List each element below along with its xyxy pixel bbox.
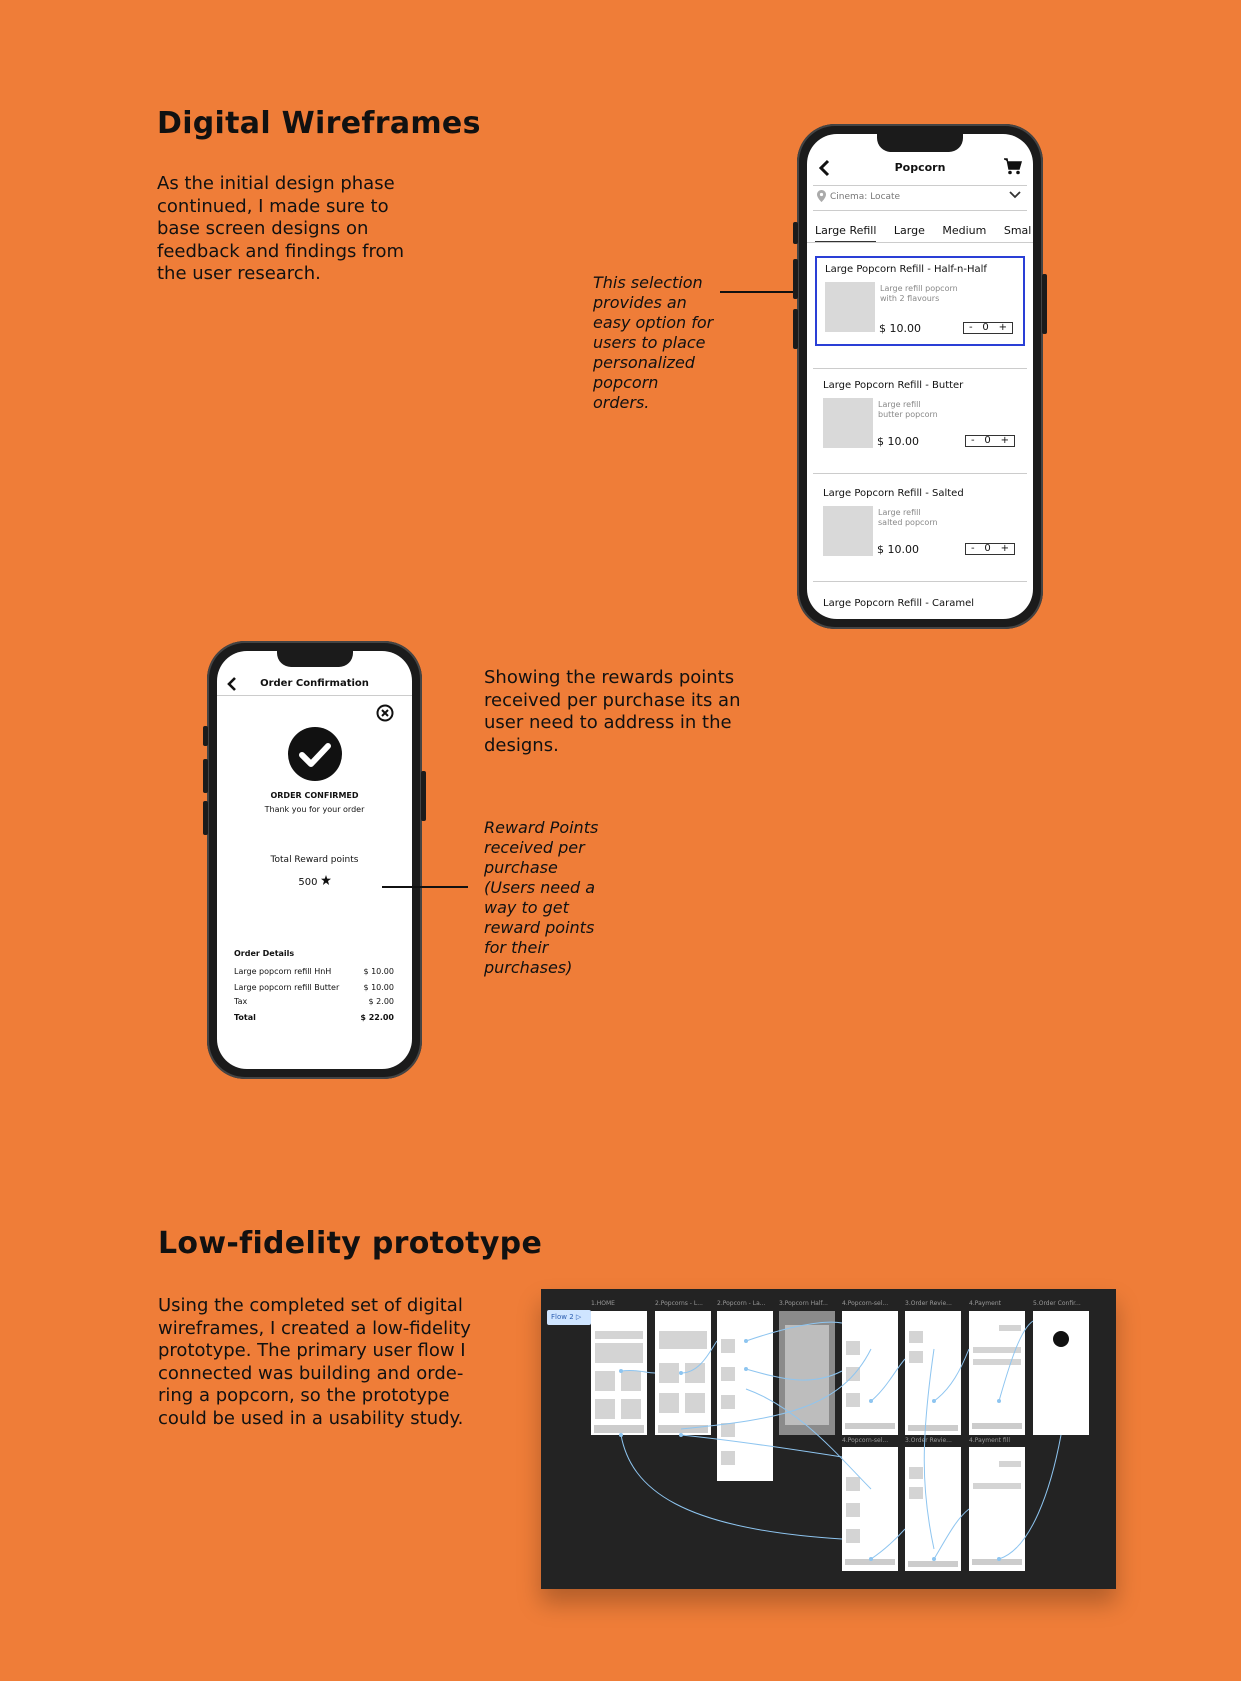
intro-line: continued, I made sure to xyxy=(157,195,389,217)
annotation-line: received per purchase its an xyxy=(484,689,741,711)
intro-line: feedback and findings from xyxy=(157,240,404,262)
flow-tag[interactable]: Flow 2 ▷ xyxy=(547,1310,591,1325)
product-card-half-n-half[interactable] xyxy=(815,256,1025,346)
reward-points-label: Total Reward points xyxy=(270,855,359,865)
annotation-line: users to place xyxy=(593,333,706,352)
annotation-reward-points xyxy=(484,818,624,978)
annotation-line: user need to address in the xyxy=(484,712,732,733)
plus-button[interactable]: + xyxy=(998,322,1008,333)
annotation-line: popcorn xyxy=(593,373,659,392)
star-icon xyxy=(321,875,331,885)
section-heading-lofi: Low-fidelity prototype xyxy=(158,1226,543,1261)
popcorn-header xyxy=(807,156,1033,182)
frame-label: 4.Popcorn-sel... xyxy=(842,1300,889,1307)
product-description: Large refill butter popcorn xyxy=(878,400,938,419)
product-image xyxy=(823,506,873,556)
quantity-stepper[interactable] xyxy=(963,322,1013,334)
tab-large[interactable]: Large xyxy=(893,224,925,237)
tab-small[interactable]: Smal xyxy=(1003,224,1032,237)
product-title: Large Popcorn Refill - Salted xyxy=(823,488,964,499)
product-card-caramel[interactable] xyxy=(815,592,1025,619)
intro-line: the user research. xyxy=(157,263,321,284)
order-row: Large popcorn refill HnH $ 10.00 xyxy=(234,967,394,976)
product-image xyxy=(825,282,875,332)
order-total-row: Total $ 22.00 xyxy=(234,1013,394,1022)
product-title: Large Popcorn Refill - Caramel xyxy=(823,598,975,609)
body-line: could be used in a usability study. xyxy=(158,1407,464,1429)
body-line: ring a popcorn, so the prototype xyxy=(158,1385,450,1406)
close-circle-icon[interactable] xyxy=(376,704,394,722)
product-card-salted[interactable] xyxy=(815,482,1025,564)
annotation-line: This selection xyxy=(593,273,703,292)
page-title: Order Confirmation xyxy=(260,678,369,689)
order-row: Large popcorn refill Butter $ 10.00 xyxy=(234,983,394,992)
annotation-line: orders. xyxy=(593,393,650,412)
order-confirmed-label: ORDER CONFIRMED xyxy=(270,791,359,800)
chevron-down-icon xyxy=(1009,191,1021,199)
quantity-stepper[interactable] xyxy=(965,543,1015,555)
annotation-line: received per xyxy=(484,838,585,857)
tab-medium[interactable]: Medium xyxy=(942,224,987,237)
annotation-line: designs. xyxy=(484,734,559,756)
annotation-line: purchases) xyxy=(484,958,573,977)
product-price: $ 10.00 xyxy=(877,435,919,448)
product-price: $ 10.00 xyxy=(879,322,921,335)
wireframes-intro xyxy=(157,173,447,286)
frame-label: 1.HOME xyxy=(591,1300,615,1307)
phone-popcorn xyxy=(797,124,1043,629)
product-price: $ 10.00 xyxy=(877,543,919,556)
quantity-value: 0 xyxy=(984,543,991,554)
body-line: Using the completed set of digital xyxy=(158,1295,463,1316)
annotation-connector xyxy=(382,886,468,888)
annotation-line: purchase xyxy=(484,858,558,877)
annotation-line: easy option for xyxy=(593,313,714,332)
plus-button[interactable]: + xyxy=(1000,435,1010,446)
annotation-line: (Users need a xyxy=(484,878,596,897)
product-description: Large refill salted popcorn xyxy=(878,508,938,527)
minus-button[interactable]: - xyxy=(968,322,973,333)
cinema-selector[interactable] xyxy=(817,190,1023,206)
page-title: Popcorn xyxy=(894,161,946,174)
product-description: Large refill popcorn with 2 flavours xyxy=(880,284,958,303)
order-confirmation-screen xyxy=(217,651,412,1069)
prototype-canvas xyxy=(541,1289,1116,1589)
product-title: Large Popcorn Refill - Butter xyxy=(823,380,964,391)
body-line: connected was building and orde- xyxy=(158,1362,464,1384)
intro-line: base screen designs on xyxy=(157,218,369,239)
frame-label: 3.Order Revie... xyxy=(905,1300,952,1307)
frame-label: 3.Popcorn Half... xyxy=(779,1300,828,1307)
frame-label: 4.Popcorn-sel... xyxy=(842,1437,889,1444)
location-pin-icon xyxy=(817,190,826,202)
section-heading-wireframes: Digital Wireframes xyxy=(157,106,481,141)
tab-large-refill[interactable]: Large Refill xyxy=(815,224,876,243)
popcorn-screen xyxy=(807,134,1033,619)
flow-connections xyxy=(541,1289,1116,1589)
phone-order-confirmation xyxy=(207,641,422,1079)
annotation-line: way to get xyxy=(484,898,569,917)
annotation-line: Reward Points xyxy=(484,818,599,837)
annotation-line: for their xyxy=(484,938,549,957)
annotation-rewards-need xyxy=(484,667,764,757)
reward-points-number: 500 xyxy=(298,877,318,888)
size-tabs xyxy=(815,224,1033,243)
thank-you-text: Thank you for your order xyxy=(264,805,365,814)
plus-button[interactable]: + xyxy=(1000,543,1010,554)
body-line: prototype. The primary user flow I xyxy=(158,1340,466,1361)
check-circle-icon xyxy=(288,727,342,781)
order-row: Tax $ 2.00 xyxy=(234,997,394,1006)
frame-label: 2.Popcorns - L... xyxy=(655,1300,703,1307)
lofi-intro xyxy=(158,1295,498,1430)
product-title: Large Popcorn Refill - Half-n-Half xyxy=(825,264,987,275)
frame-label: 4.Payment fill xyxy=(969,1437,1011,1444)
cart-icon[interactable] xyxy=(1003,156,1023,176)
frame-label: 5.Order Confir... xyxy=(1033,1300,1081,1307)
quantity-value: 0 xyxy=(982,322,989,333)
annotation-line: reward points xyxy=(484,918,595,937)
frame-label: 2.Popcorn - La... xyxy=(717,1300,766,1307)
cinema-label: Cinema: Locate xyxy=(830,192,901,202)
minus-button[interactable]: - xyxy=(970,435,975,446)
minus-button[interactable]: - xyxy=(970,543,975,554)
quantity-stepper[interactable] xyxy=(965,435,1015,447)
annotation-line: provides an xyxy=(593,293,687,312)
annotation-line: Showing the rewards points xyxy=(484,667,735,688)
frame-label: 3.Order Revie... xyxy=(905,1437,952,1444)
annotation-line: personalized xyxy=(593,353,695,372)
annotation-selection xyxy=(593,273,733,413)
intro-line: As the initial design phase xyxy=(157,173,395,194)
body-line: wireframes, I created a low-fidelity xyxy=(158,1317,471,1339)
product-card-butter[interactable] xyxy=(815,374,1025,456)
product-image xyxy=(823,398,873,448)
frame-label: 4.Payment xyxy=(969,1300,1001,1307)
order-details-label: Order Details xyxy=(234,949,295,958)
quantity-value: 0 xyxy=(984,435,991,446)
